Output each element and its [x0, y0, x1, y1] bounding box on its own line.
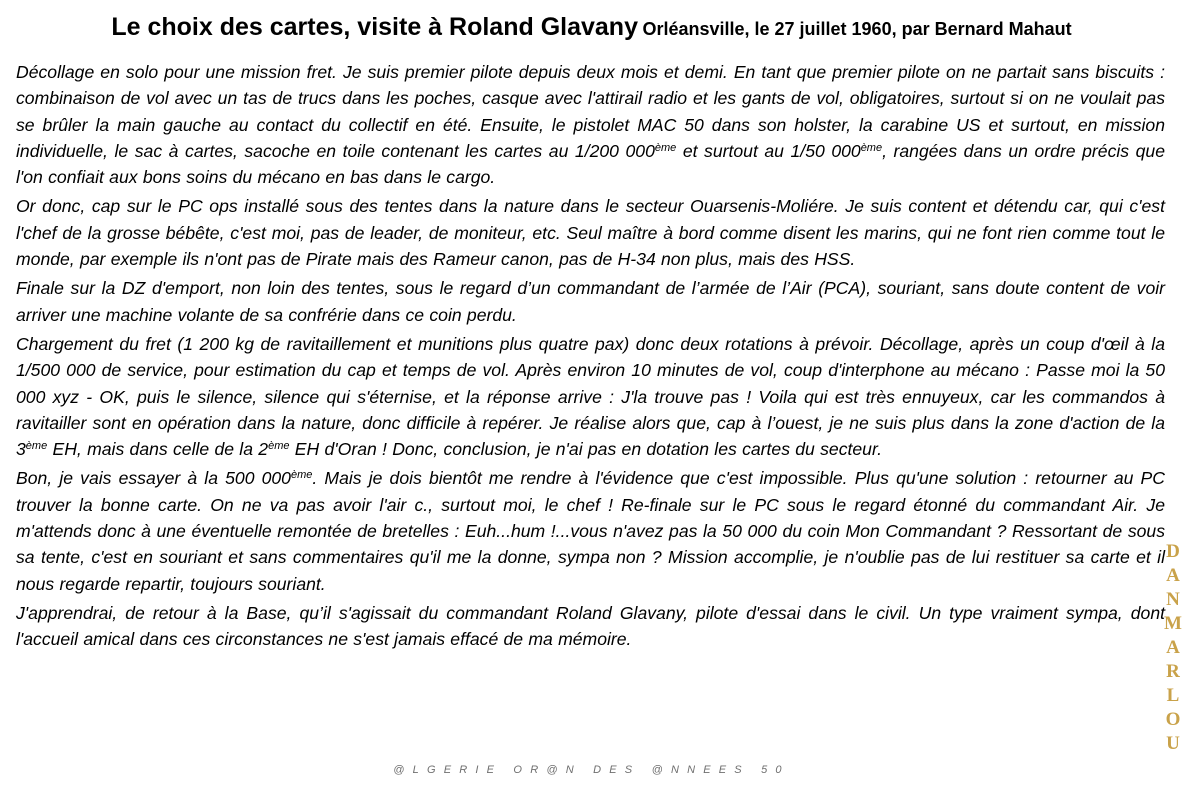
watermark-letter: L [1166, 685, 1180, 706]
superscript: ème [25, 440, 48, 453]
watermark-letter: M [1164, 613, 1182, 634]
paragraph-3: Finale sur la DZ d'emport, non loin des tentes, sous le regard d’un commandant de l’armée de l’Air (PCA), souriant, sans doute content de voir arriver une machine volante de sa confrérie dans ce coin perdu. [16, 278, 1165, 325]
superscript: ème [290, 469, 313, 482]
footer-caption: @LGERIE OR@N DES @NNEES 50 [393, 764, 790, 776]
watermark-letter: A [1166, 565, 1180, 586]
watermark-letter: R [1166, 661, 1180, 682]
watermark-letter: N [1166, 589, 1180, 610]
superscript: ème [860, 141, 883, 154]
watermark-vertical [1162, 540, 1183, 756]
paragraph-4: Chargement du fret (1 200 kg de ravitaillement et munitions plus quatre pax) donc deux rotations à prévoir. Décollage, après un coup d'œil à la 1/500 000 de service, pour estimation du cap et temps de vol. Après environ 10 minutes de vol, coup d'interphone au mécano : Passe moi la 50 000 xyz - OK, puis le silence, silence qui s'éternise, et la réponse arrive : J'la trouve pas ! Voila qui est très ennuyeux, car les commandos à ravitailler sont en opération dans la nature, donc difficile à repérer. Je réalise alors que, cap à l’ouest, je ne suis plus dans la zone d'action de la 3ème EH, mais dans celle de la 2ème EH d'Oran ! Donc, conclusion, je n'ai pas en dotation les cartes du secteur. [16, 333, 1165, 460]
title-main: Le choix des cartes, visite à Roland Glavany [111, 13, 638, 41]
superscript: ème [268, 440, 290, 453]
watermark-letter: D [1166, 541, 1180, 562]
page-title [0, 10, 1183, 48]
paragraph-5: Bon, je vais essayer à la 500 000ème. Mais je dois bientôt me rendre à l'évidence que c'est impossible. Plus qu'une solution : retourner au PC trouver la bonne carte. On ne va pas avoir l'air c., surtout moi, le chef ! Re-finale sur le PC sous le regard étonné du commandant Air. Je m'attends donc à une éventuelle remontée de bretelles : Euh...hum !...vous n'avez pas la 50 000 du coin Mon Commandant ? Ressortant de sous sa tente, c'est en souriant et sans commentaires qu'il me la donne, sympa non ? Mission accomplie, je n'oublie pas de lui restituer sa carte et il nous regarde repartir, toujours souriant. [16, 468, 1166, 594]
superscript: ème [654, 141, 677, 154]
paragraph-1: Décollage en solo pour une mission fret. Je suis premier pilote depuis deux mois et demi. En tant que premier pilote on ne partait sans biscuits : combinaison de vol avec un tas de trucs dans les poches, casque avec l'attirail radio et les gants de vol, obligatoires, surtout si on ne voulait pas se brûler la main gauche au contact du collectif en été. Ensuite, le pistolet MAC 50 dans son holster, la carabine US et surtout, en mission individuelle, le sac à cartes, sacoche en toile contenant les cartes au 1/200 000ème et surtout au 1/50 000ème, rangées dans un ordre précis que l'on confiait aux bons soins du mécano en bas dans le cargo. [16, 62, 1165, 188]
title-subtitle: Orléansville, le 27 juillet 1960, par Bernard Mahaut [642, 19, 1072, 39]
paragraph-2: Or donc, cap sur le PC ops installé sous des tentes dans la nature dans le secteur Ouarsenis-Moliére. Je suis content et détendu car, qui c'est l'chef de la grosse bébête, c'est moi, pas de leader, de moniteur, etc. Seul maître à bord comme disent les marins, qui ne font rien comme tout le monde, par exemple ils n'ont pas de Pirate mais des Rameur canon, pas de H-34 non plus, mais des HSS. [16, 196, 1165, 270]
watermark-letter: A [1166, 637, 1180, 658]
article-body [16, 59, 1165, 656]
watermark-letter: O [1165, 709, 1181, 730]
paragraph-6: J'apprendrai, de retour à la Base, qu’il s'agissait du commandant Roland Glavany, pilote d'essai dans le civil. Un type vraiment sympa, dont l'accueil amical dans ces circonstances ne s'est jamais effacé de ma mémoire. [16, 602, 1165, 650]
watermark-letter: U [1166, 733, 1180, 754]
